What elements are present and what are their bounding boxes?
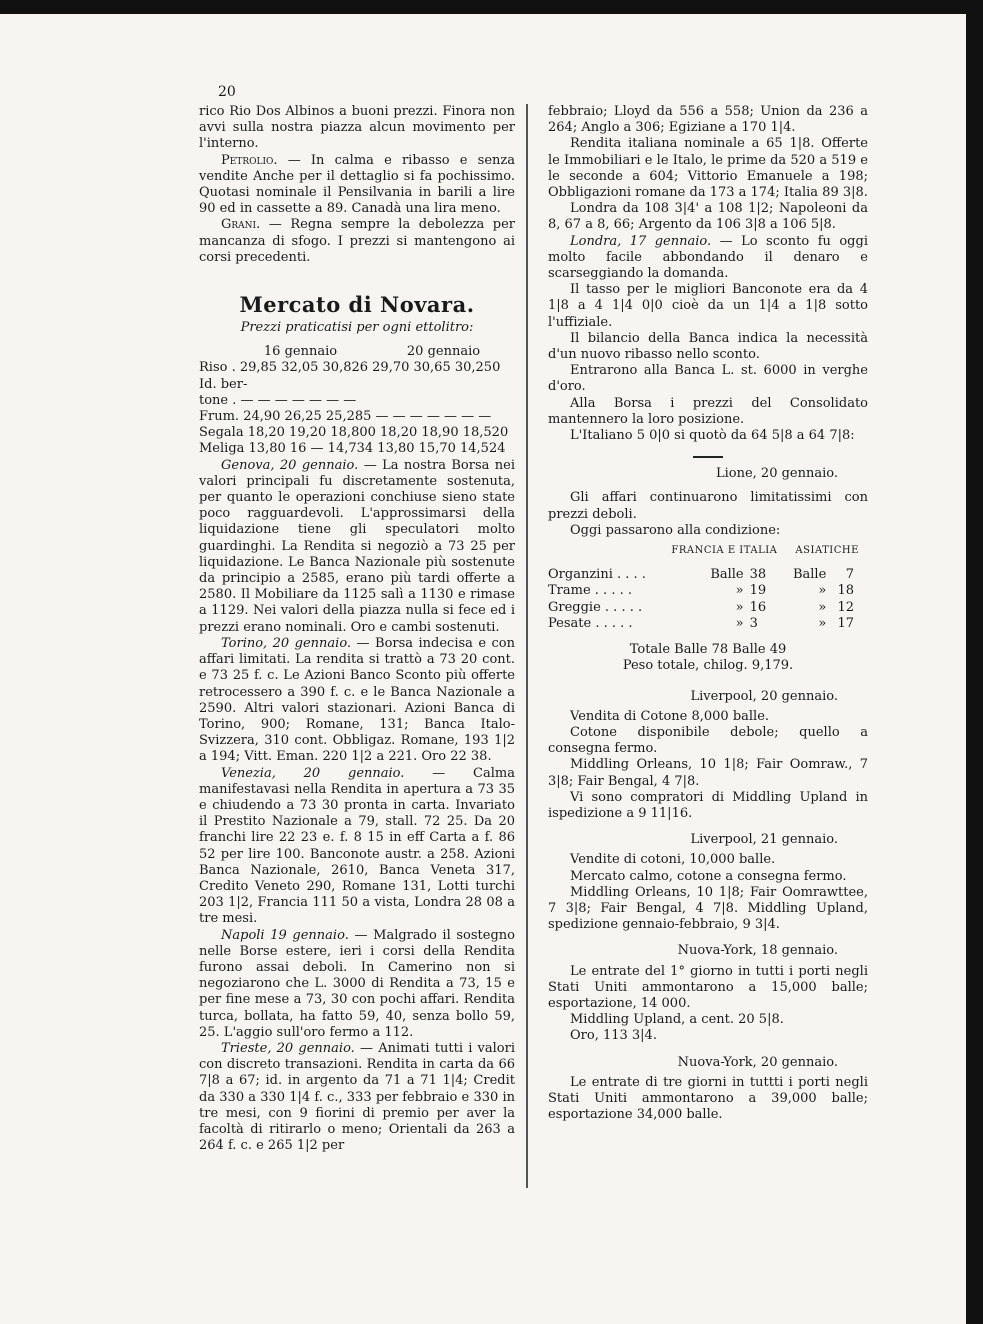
genova-dateline: Genova, 20 gennaio.	[221, 457, 359, 473]
paragraph-bilancio: Il bilancio della Banca indica la necessità d'un nuovo ribasso nello sconto.	[548, 330, 868, 363]
table-row: Greggie . . . . . » 16 » 12	[548, 599, 854, 615]
silk-name: Trame . . . . .	[548, 583, 632, 599]
venezia-text: — Calma manifestavasi nella Rendita in apertura a 73 35 e chiudendo a 73 30 pronta in carta. Invariato il Prestito Nazionale a 79, stall. 72 25. Da 20 franchi lire 22 23 e. f. 8 15 in eff Carta a f. 86 52 per lire 100. Banconote austr. a 258. Azioni Banca Nazionale, 2610, Banca Veneta 317, Credito Veneto 290, Romane 131, Lotti turchi 203 1|2, Francia 111 50 a vista, Londra 28 08 a tre mesi.	[199, 765, 515, 927]
grani-label: Grani.	[221, 217, 261, 233]
londra-text: — Lo sconto fu oggi molto facile abbondando il denaro e scarseggiando la domanda.	[548, 233, 868, 282]
paragraph-newyork-1: Le entrate del 1° giorno in tutti i porti negli Stati Uniti ammontarono a 15,000 balle; esportazione, 14 000.	[548, 963, 868, 1011]
napoli-dateline: Napoli 19 gennaio.	[221, 927, 349, 943]
paragraph-lione-2: Oggi passarono alla condizione:	[570, 522, 781, 538]
section-subheading: Prezzi praticatisi per ogni ettolitro:	[240, 320, 474, 336]
petrolio-label: Petrolio.	[221, 152, 278, 168]
table-row: Pesate . . . . . » 3 » 17	[548, 615, 854, 631]
liverpool-dateline-2: Liverpool, 21 gennaio.	[690, 832, 838, 848]
table-row: Organzini . . . . Balle 38 Balle 7	[548, 567, 854, 583]
napoli-text: — Malgrado il sostegno nelle Borse estere, ieri i corsi della Rendita furono assai deboli. In Camerino non si negoziarono che L. 3000 di Rendita a 73, 15 e per fine mese a 73, 30 con pochi affari. Rendita turca, bollata, ha fatto 59, 40, senza bollo 59, 25. L'aggio sull'oro fermo a 112.	[199, 927, 515, 1040]
torino-text: — Borsa indecisa e con affari limitati. La rendita si trattò a 73 20 cont. e 73 25 f. c. Le Azioni Banco Sconto più offerte retrocessero a 390 f. c. e le Banca Nazionale a 2590. Altri valori stazionari. Azioni Banca di Torino, 900; Romane, 131; Banca Italo-Svizzera, 310 cont. Obbligaz. Romane, 193 1|2 a 194; Vitt. Eman. 220 1|2 a 221. Oro 22 38.	[199, 635, 516, 765]
left-column	[199, 104, 515, 1154]
price-row: tone . — — — — — — —	[199, 392, 357, 408]
paragraph-liverpool-3: Middling Orleans, 10 1|8; Fair Oomraw., 7 3|8; Fair Bengal, 4 7|8.	[548, 757, 868, 789]
section-heading: Mercato di Novara.	[239, 292, 475, 318]
price-row: Id. ber-	[199, 376, 248, 392]
silk-name: Pesate . . . . .	[548, 615, 633, 631]
paragraph-liverpool-4: Vi sono compratori di Middling Upland in ispedizione a 9 11|16.	[548, 789, 868, 821]
paragraph-grani	[199, 217, 515, 266]
trieste-text: — Animati tutti i valori con discreto transazioni. Rendita in carta da 66 7|8 a 67; id. in argento da 71 a 71 1|4; Credit da 330 a 330 1|4 f. c., 333 per febbraio e 330 in tre mesi, con 9 fiorini di premio per aver la facoltà di ritirarlo o meno; Orientali da 263 a 264 f. c. e 265 1|2 per	[199, 1040, 516, 1154]
petrolio-text: — In calma e ribasso e senza vendite Anche per il dettaglio si fa pochissimo. Quotasi nominale il Pensilvania in barili a lire 90 ed in cassette a 89. Canadà una lira meno.	[199, 152, 516, 217]
paragraph-liverpool-6: Mercato calmo, cotone a consegna fermo.	[570, 868, 847, 884]
lione-dateline: Lione, 20 gennaio.	[715, 466, 838, 482]
paragraph-italiano: L'Italiano 5 0|0 si quotò da 64 5|8 a 64 7|8:	[570, 428, 855, 444]
paragraph-londra	[548, 234, 868, 283]
table-row: Trame . . . . . » 19 » 18	[548, 583, 854, 599]
silk-weight: Peso totale, chilog. 9,179.	[622, 658, 794, 674]
scan-border-top	[0, 0, 983, 14]
paragraph-liverpool-2: Cotone disponibile debole; quello a consegna fermo.	[548, 724, 868, 757]
paragraph-liverpool-5: Vendite di cotoni, 10,000 balle.	[570, 852, 776, 868]
page-number: 20	[218, 84, 236, 100]
paragraph-liverpool-1: Vendita di Cotone 8,000 balle.	[570, 708, 770, 724]
paragraph-venezia	[199, 766, 515, 928]
paragraph-trieste	[199, 1041, 515, 1154]
genova-text: — La nostra Borsa nei valori principali fu discretamente sostenuta, per quanto le operazioni conchiuse sieno state poco ragguardevoli. L'approssimarsi della liquidazione tiene gli speculatori molto guardinghi. La Rendita si negoziò a 73 25 per liquidazione. Le Banca Nazionale più sostenute da principio a 2585, erano più tardi offerte a 2580. Il Mobiliare da 1125 salì a 1130 e rimase a 1129. Nei valori della piazza nulla si fece ed i prezzi erano nominali. Oro e cambi sostenuti.	[199, 457, 515, 635]
silk-name: Greggie . . . . .	[548, 599, 643, 615]
paragraph-trieste-cont: febbraio; Lloyd da 556 a 558; Union da 236 a 264; Anglo a 306; Egiziane a 170 1|4.	[548, 104, 868, 136]
paragraph-napoli	[199, 928, 515, 1041]
paragraph-verghe: Entrarono alla Banca L. st. 6000 in verghe d'oro.	[548, 363, 868, 395]
paragraph-tasso: Il tasso per le migliori Banconote era da 4 1|8 a 4 1|4 0|0 cioè da un 1|4 a 1|8 sotto l'uffiziale.	[548, 282, 868, 330]
column-divider	[526, 104, 528, 1188]
price-row: Segala 18,20 19,20 18,800 18,20 18,90 18,520	[199, 425, 509, 441]
paragraph-newyork-3: Oro, 113 3|4.	[570, 1028, 657, 1044]
paragraph-torino	[199, 636, 515, 766]
paragraph-newyork-2: Middling Upland, a cent. 20 5|8.	[570, 1012, 784, 1028]
scan-border-right	[966, 0, 983, 1324]
trieste-dateline: Trieste, 20 gennaio.	[221, 1040, 355, 1056]
price-row: Frum. 24,90 26,25 25,285 — — — — — — —	[199, 409, 492, 425]
paragraph-petrolio	[199, 153, 515, 218]
grani-text: — Regna sempre la debolezza per mancanza di sfogo. I prezzi si mantengono ai corsi precedenti.	[199, 217, 515, 265]
silk-header-asian: ASIATICHE	[795, 545, 859, 557]
silk-table	[548, 543, 868, 632]
newyork-dateline-1: Nuova-York, 18 gennaio.	[677, 943, 838, 959]
silk-header-france-italy: FRANCIA E ITALIA	[671, 545, 778, 557]
paragraph-liverpool-7: Middling Orleans, 10 1|8; Fair Oomrawttee, 7 3|8; Fair Bengal, 4 7|8. Middling Upland, spedizione gennaio-febbraio, 9 3|4.	[548, 884, 868, 933]
date-20: 20 gennaio	[406, 344, 481, 360]
price-row: Meliga 13,80 16 — 14,734 13,80 15,70 14,524	[199, 441, 506, 457]
newyork-dateline-2: Nuova-York, 20 gennaio.	[677, 1054, 838, 1070]
londra-dateline: Londra, 17 gennaio.	[570, 233, 712, 249]
price-dates	[199, 344, 515, 360]
price-row: Riso . 29,85 32,05 30,826 29,70 30,65 30,250	[199, 360, 501, 376]
paragraph-rio: rico Rio Dos Albinos a buoni prezzi. Finora non avvi sulla nostra piazza alcun movimento per l'interno.	[199, 104, 515, 152]
date-16: 16 gennaio	[263, 344, 338, 360]
paragraph-cambi: Londra da 108 3|4' a 108 1|2; Napoleoni da 8, 67 a 8, 66; Argento da 106 3|8 a 106 5|8.	[548, 201, 868, 233]
silk-total: Totale Balle 78 Balle 49	[629, 642, 787, 658]
paragraph-newyork-4: Le entrate di tre giorni in tuttti i porti negli Stati Uniti ammontarono a 39,000 balle; esportazione 34,000 balle.	[548, 1074, 868, 1123]
paragraph-lione-1: Gli affari continuarono limitatissimi con prezzi deboli.	[548, 490, 868, 522]
torino-dateline: Torino, 20 gennaio.	[221, 635, 352, 651]
right-column	[548, 104, 868, 1123]
paragraph-genova	[199, 458, 515, 636]
liverpool-dateline-1: Liverpool, 20 gennaio.	[690, 688, 838, 704]
silk-name: Organzini . . . .	[548, 567, 646, 583]
paragraph-consolidato: Alla Borsa i prezzi del Consolidato mantennero la loro posizione.	[548, 395, 868, 427]
venezia-dateline: Venezia, 20 gennaio.	[221, 765, 405, 781]
section-rule	[693, 456, 723, 458]
paragraph-rendita: Rendita italiana nominale a 65 1|8. Offerte le Immobiliari e le Italo, le prime da 520 a 519 e le seconde a 604; Vittorio Emanuele a 198; Obbligazioni romane da 173 a 174; Italia 89 3|8.	[548, 136, 868, 201]
